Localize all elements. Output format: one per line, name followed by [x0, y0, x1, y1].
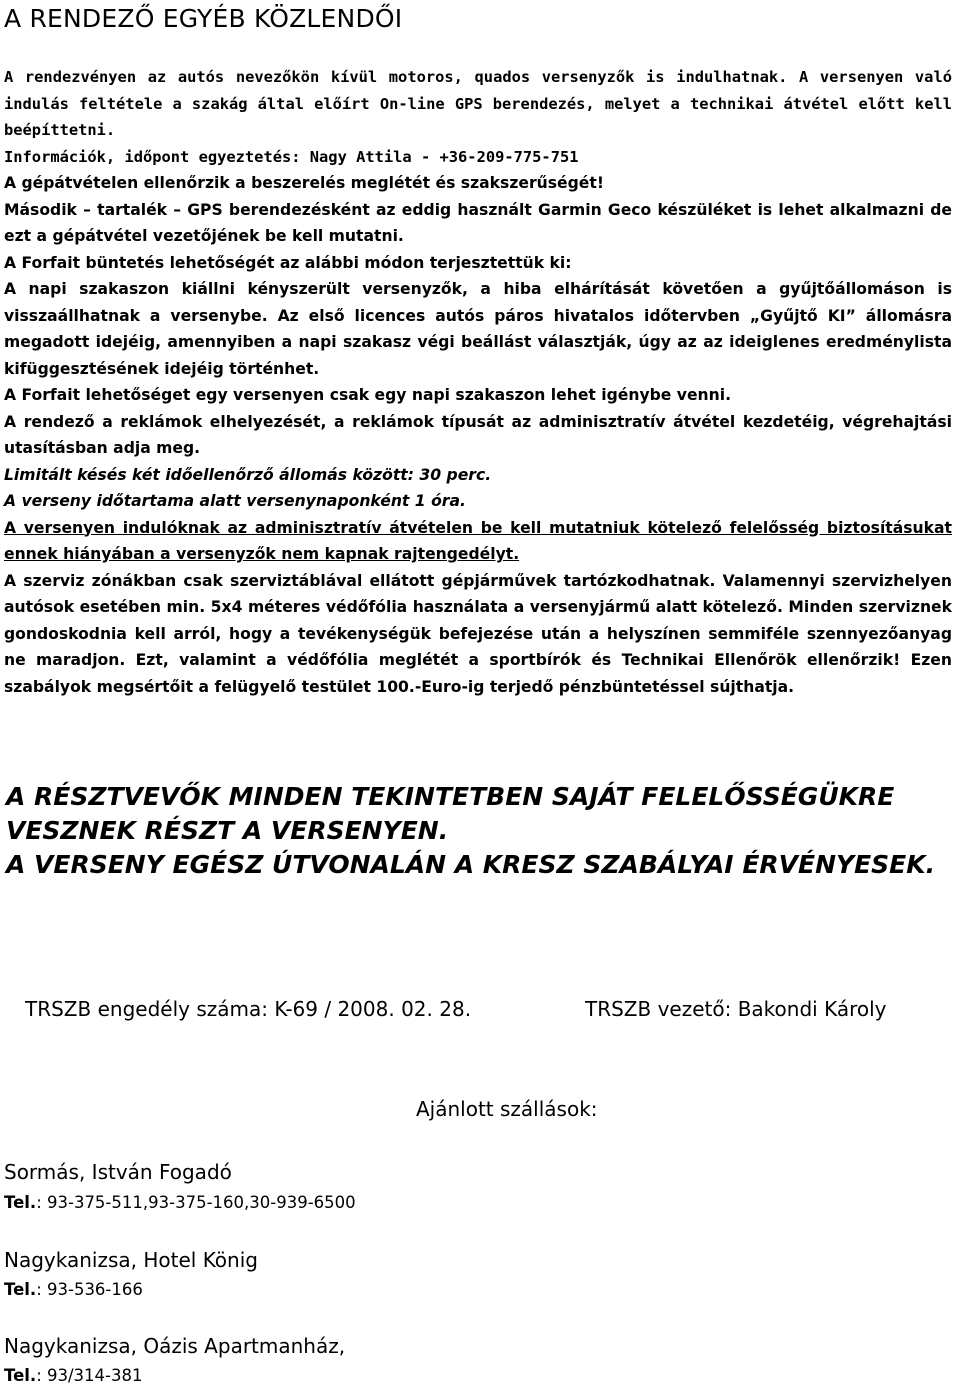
permit-number: TRSZB engedély száma: K-69 / 2008. 02. 28.	[25, 997, 472, 1021]
forfait-rules-paragraph: A napi szakaszon kiállni kényszerült versenyzők, a hiba elhárítását követően a gyűjtőállomáson is visszaállhatnak a versenybe. Az első licences autós páros hivatalos időtervben „Gyűjtő KI” állomásra megadott idejéig, amennyiben a napi szakasz végi beállást választják, úgy az az ideiglenes eredménylista kifüggesztésének idejéig történhet.	[4, 280, 952, 378]
contact-info-line: Információk, időpont egyeztetés: Nagy Attila - +36-209-775-751	[4, 147, 579, 166]
responsibility-warning	[6, 780, 956, 882]
recommended-accommodations-heading: Ajánlott szállások:	[416, 1097, 598, 1121]
forfait-limit-line: A Forfait lehetőséget egy versenyen csak egy napi szakaszon lehet igénybe venni.	[4, 386, 732, 404]
advertising-paragraph: A rendező a reklámok elhelyezését, a reklámok típusát az adminisztratív átvétel kezdetéig, végrehajtási utasításban adja meg.	[4, 412, 952, 457]
tel-label: Tel.	[4, 1280, 37, 1299]
accommodation-phone	[4, 1366, 143, 1385]
backup-gps-paragraph: Második – tartalék – GPS berendezésként az eddig használt Garmin Geco készüléket is lehet alkalmazni de ezt a gépátvétel vezetőjének be kell mutatni.	[4, 200, 952, 245]
service-zone-paragraph: A szerviz zónákban csak szerviztáblával ellátott gépjárművek tartózkodhatnak. Valamennyi szervizhelyen autósok esetében min. 5x4 méteres védőfólia használata a versenyjármű alatt kötelező. Minden szerviznek gondoskodnia kell arról, hogy a tevékenységük befejezése után a helyszínen semmiféle szennyezőanyag ne maradjon. Ezt, valamint a védőfólia meglétét a sportbírók és Technikai Ellenőrök ellenőrzik! Ezen szabályok megsértőit a felügyelő testület 100.-Euro-ig terjedő pénzbüntetéssel sújthatja.	[4, 571, 952, 696]
warning-line-3: A VERSENY EGÉSZ ÚTVONALÁN A KRESZ SZABÁLYAI ÉRVÉNYESEK.	[6, 850, 936, 879]
accommodation-name: Nagykanizsa, Hotel König	[4, 1248, 258, 1272]
accommodation-name: Sormás, István Fogadó	[4, 1160, 232, 1184]
accommodation-name: Nagykanizsa, Oázis Apartmanház,	[4, 1334, 346, 1358]
phone-number: : 93-536-166	[36, 1280, 143, 1299]
daily-limit-line: A verseny időtartama alatt versenynaponként 1 óra.	[4, 492, 466, 510]
delay-limit-line: Limitált késés két időellenőrző állomás között: 30 perc.	[4, 465, 492, 484]
gps-requirement-paragraph: A rendezvényen az autós nevezőkön kívül motoros, quados versenyzők is indulhatnak. A versenyen való indulás feltétele a szakág által előírt On-line GPS berendezés, melyet a technikai átvétel előtt kell beépíttetni.	[4, 68, 952, 139]
warning-line-1: A RÉSZTVEVŐK MINDEN TEKINTETBEN SAJÁT FELELŐSSÉGÜKRE	[6, 782, 895, 811]
tel-label: Tel.	[4, 1366, 37, 1385]
phone-number: : 93/314-381	[36, 1366, 143, 1385]
insurance-paragraph: A versenyen indulóknak az adminisztratív átvételen be kell mutatniuk kötelező felelősség biztosításukat ennek hiányában a versenyzők nem kapnak rajtengedélyt.	[4, 518, 952, 563]
phone-number: : 93-375-511,93-375-160,30-939-6500	[36, 1193, 356, 1212]
warning-line-2: VESZNEK RÉSZT A VERSENYEN.	[6, 816, 449, 845]
page-title: A RENDEZŐ EGYÉB KÖZLENDŐI	[4, 4, 403, 33]
inspection-note: A gépátvételen ellenőrzik a beszerelés meglétét és szakszerűségét!	[4, 174, 604, 192]
tel-label: Tel.	[4, 1193, 37, 1212]
accommodation-phone	[4, 1280, 143, 1299]
forfait-intro: A Forfait büntetés lehetőségét az alábbi módon terjesztettük ki:	[4, 253, 572, 272]
leader-name: TRSZB vezető: Bakondi Károly	[585, 997, 887, 1021]
announcement-body	[4, 64, 952, 700]
accommodation-phone	[4, 1193, 356, 1212]
